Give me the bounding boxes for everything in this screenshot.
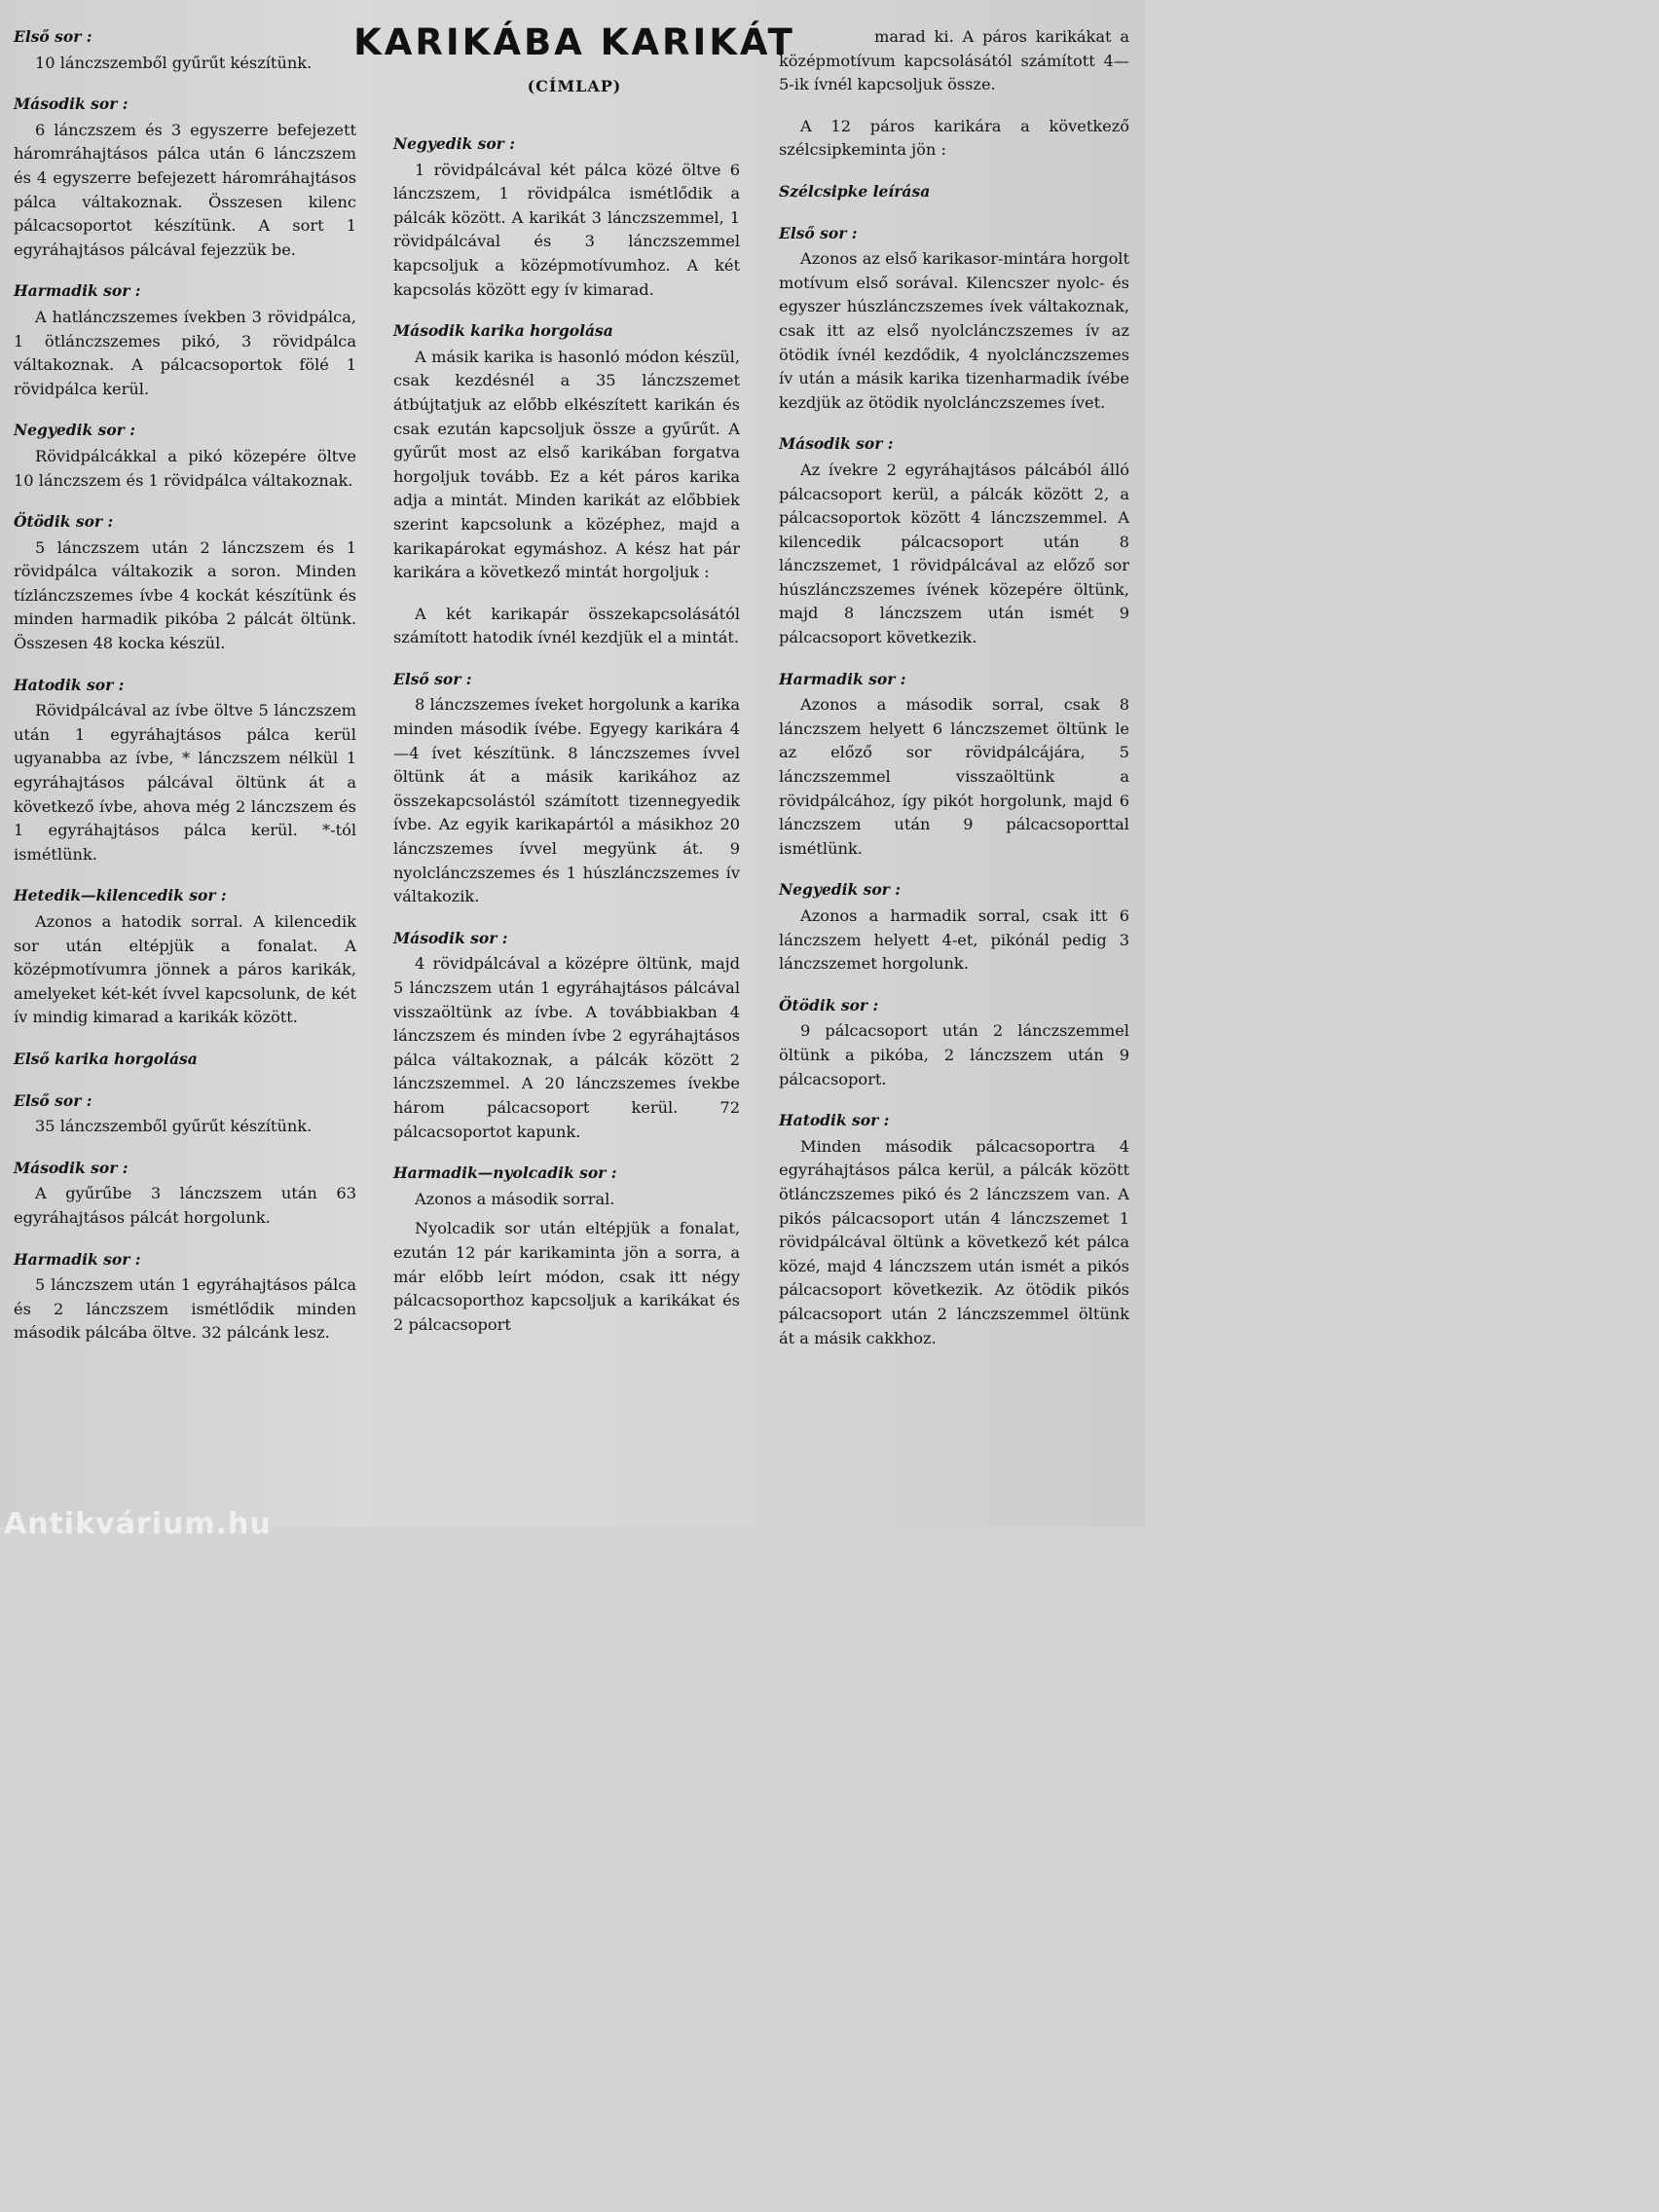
section-text: 6 lánczszem és 3 egyszerre befejezett háromráhajtásos pálca után 6 lánczszem és 4 egyszerre befejezett háromráhajtásos pálca váltakoznak. Összesen kilenc pálcacsoportot készítünk. A sort 1 egyráhajtásos pálcával fejezzük be. [14,120,356,259]
column-3 [779,25,1129,1368]
section-text: A gyűrűbe 3 lánczszem után 63 egyráhajtásos pálcát horgolunk. [14,1184,356,1227]
section-text: Rövidpálcával az ívbe öltve 5 lánczszem után 1 egyráhajtásos pálca kerül ugyanabba az ívbe, * lánczszem nélkül 1 egyráhajtásos pálcával öltünk át a következő ívbe, ahova még 2 lánczszem és 1 egyráhajtásos pálca kerül. *-tól ismétlünk. [14,701,356,864]
section-heading: Második karika horgolása [393,321,613,341]
watermark: Antikvárium.hu [4,1507,272,1541]
section-heading: Első sor : [393,669,472,688]
section-heading: Harmadik sor : [14,281,141,301]
section-heading: Negyedik sor : [779,880,901,900]
section-text: A 12 páros karikára a következő szélcsipkeminta jön : [779,116,1129,160]
section-text: 35 lánczszemből gyűrűt készítünk. [35,1117,313,1136]
section-text: 5 lánczszem után 1 egyráhajtásos pálca és 2 lánczszem ismétlődik minden második pálcába öltve. 32 pálcánk lesz. [14,1275,356,1343]
section-heading: Hetedik—kilencedik sor : [14,886,227,905]
page [0,0,1145,1541]
section-heading: Harmadik sor : [14,1249,141,1269]
section-text: 9 pálcacsoport után 2 lánczszemmel öltünk a pikóba, 2 lánczszem után 9 pálcacsoport. [779,1021,1129,1088]
section-text: Az ívekre 2 egyráhajtásos pálcából álló pálcacsoport kerül, a pálcák között 2, a pálcacsoportok között 4 lánczszemmel. A kilencedik pálcacsoport után 8 lánczszemet, 1 rövidpálcával az előző sor húszlánczszemes ívének közepére öltünk, majd 8 lánczszem után ismét 9 pálcacsoport következik. [779,460,1129,647]
section-text: Azonos a hatodik sorral. A kilencedik sor után eltépjük a fonalat. A középmotívumra jönnek a páros karikák, amelyeket két-két ívvel kapcsolunk, de két ív mindig kimarad a karikák között. [14,912,356,1027]
title-block [321,21,828,95]
section-heading: Harmadik sor : [779,669,906,688]
page-subtitle: (CÍMLAP) [527,77,622,95]
section-heading: Hatodik sor : [14,675,125,694]
section-heading: Ötödik sor : [779,995,879,1014]
section-text: A két karikapár összekapcsolásától számított hatodik ívnél kezdjük el a mintát. [393,604,740,647]
section-heading: Harmadik—nyolcadik sor : [393,1163,617,1183]
column-1 [14,25,356,1363]
section-heading: Második sor : [779,434,894,454]
column-2 [393,132,740,1354]
section-text: 5 lánczszem után 2 lánczszem és 1 rövidpálca váltakozik a soron. Minden tízlánczszemes ívbe 4 kockát készítünk és minden harmadik pikóba 2 pálcát öltünk. Összesen 48 kocka készül. [14,537,356,653]
section-heading: Negyedik sor : [14,421,135,440]
section-text: Nyolcadik sor után eltépjük a fonalat, ezután 12 pár karikaminta jön a sorra, a már előbb leírt módon, csak itt négy pálcacsoporthoz kapcsoljuk a karikákat és 2 pálcacsoport [393,1219,740,1334]
section-heading: Második sor : [14,94,129,114]
section-heading: Második sor : [393,928,508,947]
section-heading: Első sor : [14,1090,92,1110]
section-heading: Szélcsipke leírása [779,181,931,201]
section-text: Azonos a második sorral, csak 8 lánczszem helyett 6 lánczszemet öltünk le az előző sor rövidpálcájára, 5 lánczszemmel visszaöltünk a rövidpálcához, így pikót horgolunk, majd 6 lánczszem után 9 pálcacsoporttal ismétlünk. [779,695,1129,858]
section-text: 4 rövidpálcával a középre öltünk, majd 5 lánczszem után 1 egyráhajtásos pálcával visszaöltünk az ívbe. A továbbiakban 4 lánczszem és minden ívbe 2 egyráhajtásos pálca váltakoznak, a pálcák között 2 lánczszemmel. A 20 lánczszemes ívekbe három pálcacsoport kerül. 72 pálcacsoportot kapunk. [393,954,740,1141]
section-text: Azonos a harmadik sorral, csak itt 6 lánczszem helyett 4-et, pikónál pedig 3 lánczszemet horgolunk. [779,906,1129,974]
section-heading: Második sor : [14,1158,129,1177]
section-text: A másik karika is hasonló módon készül, csak kezdésnél a 35 lánczszemet átbújtatjuk az előbb elkészített karikán és csak ezután kapcsoljuk össze a gyűrűt. A gyűrűt most az első karikában forgatva horgoljuk tovább. Ez a két páros karika adja a mintát. Minden karikát az előbbiek szerint kapcsolunk a középhez, majd a karikapárokat egymáshoz. A kész hat pár karikára a következő mintát horgoljuk : [393,347,740,582]
section-heading: Negyedik sor : [393,134,515,153]
section-text: 10 lánczszemből gyűrűt készítünk. [35,53,313,72]
section-heading: Első sor : [779,223,858,242]
section-text: A hatlánczszemes ívekben 3 rövidpálca, 1 ötlánczszemes pikó, 3 rövidpálca váltakoznak. A pálcacsoportok fölé 1 rövidpálca kerül. [14,307,356,398]
section-heading: Első sor : [14,27,92,46]
section-heading: Hatodik sor : [779,1111,890,1130]
section-text: 8 lánczszemes íveket horgolunk a karika minden második ívébe. Egyegy karikára 4—4 ívet készítünk. 8 lánczszemes ívvel öltünk át a másik karikához az összekapcsolástól számított tizennegyedik ívbe. Az egyik karikapártól a másikhoz 20 lánczszemes ívvel megyünk át. 9 nyolclánczszemes és 1 húszlánczszemes ív váltakozik. [393,695,740,906]
section-text: Rövidpálcákkal a pikó közepére öltve 10 lánczszem és 1 rövidpálca váltakoznak. [14,446,356,490]
section-text: marad ki. A páros karikákat a középmotívum kapcsolásától számított 4—5-ik ívnél kapcsoljuk össze. [779,27,1129,94]
section-text: Minden második pálcacsoportra 4 egyráhajtásos pálca kerül, a pálcák között ötlánczszemes pikó és 2 lánczszem van. A pikós pálcacsoport után 4 lánczszemet 1 rövidpálcával öltünk a következő két pálca közé, majd 4 lánczszem után ismét a pikós pálcacsoport következik. Az ötödik pikós pálcacsoport után 2 lánczszemmel öltünk át a másik cakkhoz. [779,1136,1129,1347]
section-text: Azonos az első karikasor-mintára horgolt motívum első sorával. Kilencszer nyolc- és egyszer húszlánczszemes ívek váltakoznak, csak itt az első nyolclánczszemes ív az ötödik ívnél kezdődik, 4 nyolclánczszemes ív után a másik karika tizenharmadik ívébe kezdjük az ötödik nyolclánczszemes ívet. [779,249,1129,412]
page-title: KARIKÁBA KARIKÁT [353,21,795,63]
section-text: 1 rövidpálcával két pálca közé öltve 6 lánczszem, 1 rövidpálca ismétlődik a pálcák között. A karikát 3 lánczszemmel, 1 rövidpálcával és 3 lánczszemmel kapcsoljuk a középmotívumhoz. A két kapcsolás között egy ív kimarad. [393,160,740,299]
section-heading: Első karika horgolása [14,1049,198,1068]
section-text: Azonos a második sorral. [415,1189,615,1208]
section-heading: Ötödik sor : [14,512,114,532]
